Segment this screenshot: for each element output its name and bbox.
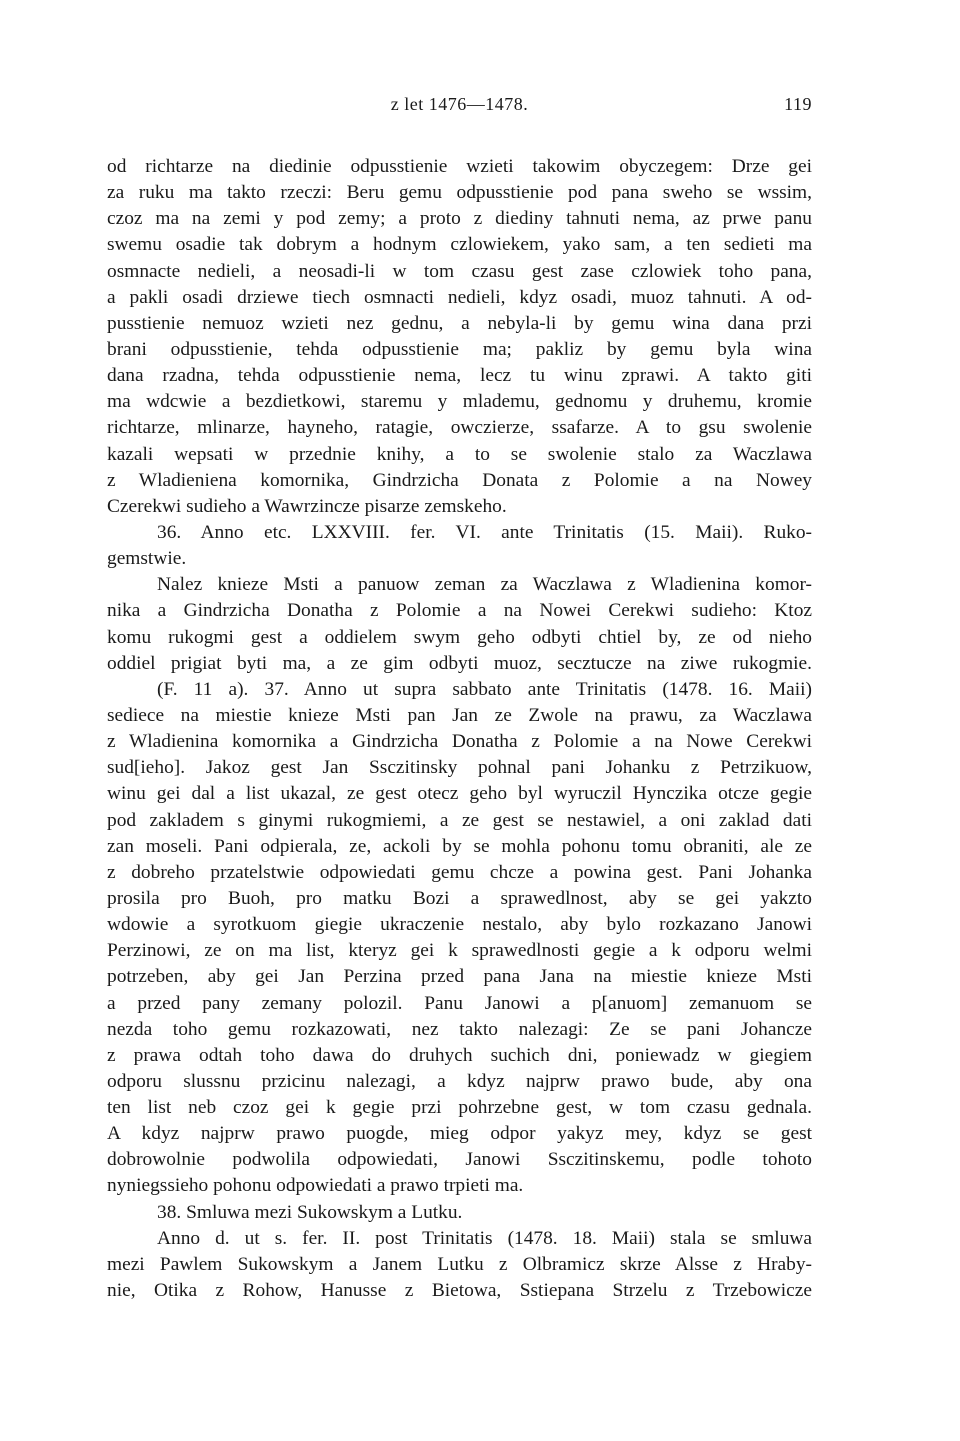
- text-line: a przed pany zemany polozil. Panu Janowi a p[anuom] zemanuom se: [107, 992, 812, 1014]
- text-line: od richtarze na diedinie odpusstienie wzieti takowim obyczegem: Drze gei: [107, 156, 812, 177]
- text-line: richtarze, mlinarze, hayneho, ratagie, owczierze, ssafarze. A to gsu swolenie: [107, 417, 812, 439]
- body-text: [107, 154, 812, 1304]
- text-line: zan moseli. Pani odpierala, ze, ackoli by se mohla pohonu tomu obraniti, ale ze: [107, 835, 812, 857]
- running-head: [107, 94, 812, 122]
- text-line: z Wladieniena komornika, Gindrzicha Donata z Polomie a na Nowey: [107, 469, 812, 491]
- text-line: Czerekwi sudieho a Wawrzincze pisarze zemskeho.: [107, 495, 507, 517]
- text-line: pod zakladem s ginymi rukogmiemi, a ze gest se nestawiel, a oni zaklad dati: [107, 809, 812, 831]
- text-line: nyniegssieho pohonu odpowiedati a prawo trpieti ma.: [107, 1175, 524, 1197]
- text-line: Nalez knieze Msti a panuow zeman za Waczlawa z Wladienina komor-: [157, 574, 812, 596]
- text-line: oddiel prigiat byti ma, a ze gim odbyti muoz, secztucze na ziwe rukogmie.: [107, 652, 812, 674]
- text-line: dana rzadna, tehda odpusstienie nema, lecz tu winu zprawi. A takto giti: [107, 365, 812, 387]
- text-line: 38. Smluwa mezi Sukowskym a Lutku.: [157, 1201, 463, 1223]
- text-line: swemu osadie tak dobrym a hodnym czlowiekem, yako sam, a ten sedieti ma: [107, 234, 812, 256]
- text-line: osmnacte nedieli, a neosadi-li w tom czasu gest zase czlowiek toho pana,: [107, 260, 812, 282]
- text-line: z prawa odtah toho dawa do druhych suchich dni, poniewadz w giegiem: [107, 1044, 812, 1066]
- text-line: pusstienie nemuoz wzieti nez gednu, a nebyla-li by gemu wina dana przi: [107, 312, 812, 334]
- text-line: nie, Otika z Rohow, Hanusse z Bietowa, Sstiepana Strzelu z Trzebowicze: [107, 1280, 812, 1302]
- text-line: (F. 11 a). 37. Anno ut supra sabbato ante Trinitatis (1478. 16. Maii): [157, 678, 812, 700]
- text-line: mezi Pawlem Sukowskym a Janem Lutku z Olbramicz skrze Alsse z Hraby-: [107, 1253, 812, 1275]
- text-line: komu rukogmi gest a oddielem swym geho odbyti chtiel by, ze od nieho: [107, 626, 812, 648]
- running-title: z let 1476—1478.: [390, 94, 529, 114]
- text-line: wdowie a syrotkuom giegie ukraczenie nestalo, aby bylo rozkazano Janowi: [107, 914, 812, 936]
- text-line: 36. Anno etc. LXXVIII. fer. VI. ante Trinitatis (15. Maii). Ruko-: [157, 521, 812, 543]
- text-line: sud[ieho]. Jakoz gest Jan Ssczitinsky pohnal pani Johanku z Petrzikuow,: [107, 757, 812, 779]
- text-line: czoz ma na zemi y pod zemy; a proto z diediny tahnuti nema, az prwe panu: [107, 208, 812, 230]
- text-line: A kdyz najprw prawo puogde, mieg odpor yakyz mey, kdyz se gest: [107, 1123, 812, 1145]
- text-line: ten list neb czoz gei k gegie przi pohrzebne gest, w tom czasu gednala.: [107, 1097, 812, 1119]
- text-line: z Wladienina komornika a Gindrzicha Donatha z Polomie a na Nowe Cerekwi: [107, 731, 812, 753]
- text-line: kazali wepsati w przednie knihy, a to se swolenie stalo za Waczlawa: [107, 443, 812, 465]
- text-line: ma wdcwie a bezdietkowi, staremu y mlademu, gednomu y druhemu, kromie: [107, 391, 812, 413]
- text-line: z dobreho przatelstwie odpowiedati gemu chcze a powina gest. Pani Johanka: [107, 861, 812, 883]
- text-line: za ruku ma takto rzeczi: Beru gemu odpusstienie pod pana sweho se wssim,: [107, 182, 812, 204]
- text-line: prosila pro Buoh, pro matku Bozi a sprawedlnost, aby se gei yakzto: [107, 887, 812, 909]
- text-line: dobrowolnie podwolila odpowiedati, Janowi Ssczitinskemu, podle tohoto: [107, 1149, 812, 1171]
- page-number: 119: [784, 94, 812, 114]
- text-line: a pakli osadi drziewe tiech osmnacti nedieli, kdyz osadi, muoz tahnuti. A od-: [107, 286, 812, 308]
- text-line: brani odpusstienie, tehda odpusstienie ma; pakliz by gemu byla wina: [107, 338, 812, 360]
- text-line: nika a Gindrzicha Donatha z Polomie a na Nowei Cerekwi sudieho: Ktoz: [107, 600, 812, 622]
- text-line: nezda toho gemu rozkazowati, nez takto nalezagi: Ze se pani Johancze: [107, 1018, 812, 1040]
- text-line: Perzinowi, ze on ma list, kteryz gei k sprawedlnosti gegie a k odporu welmi: [107, 940, 812, 962]
- text-line: odporu slussnu przicinu nalezagi, a kdyz najprw prawo bude, aby ona: [107, 1070, 812, 1092]
- text-line: Anno d. ut s. fer. II. post Trinitatis (1478. 18. Maii) stala se smluwa: [157, 1227, 812, 1249]
- text-line: gemstwie.: [107, 548, 187, 570]
- text-line: winu gei dal a list ukazal, ze gest otecz geho byl wyruczil Hynczika otcze gegie: [107, 783, 812, 805]
- text-line: sediece na miestie knieze Msti pan Jan ze Zwole na prawu, za Waczlawa: [107, 704, 812, 726]
- text-line: potrzeben, aby gei Jan Perzina przed pana Jana na miestie knieze Msti: [107, 966, 812, 988]
